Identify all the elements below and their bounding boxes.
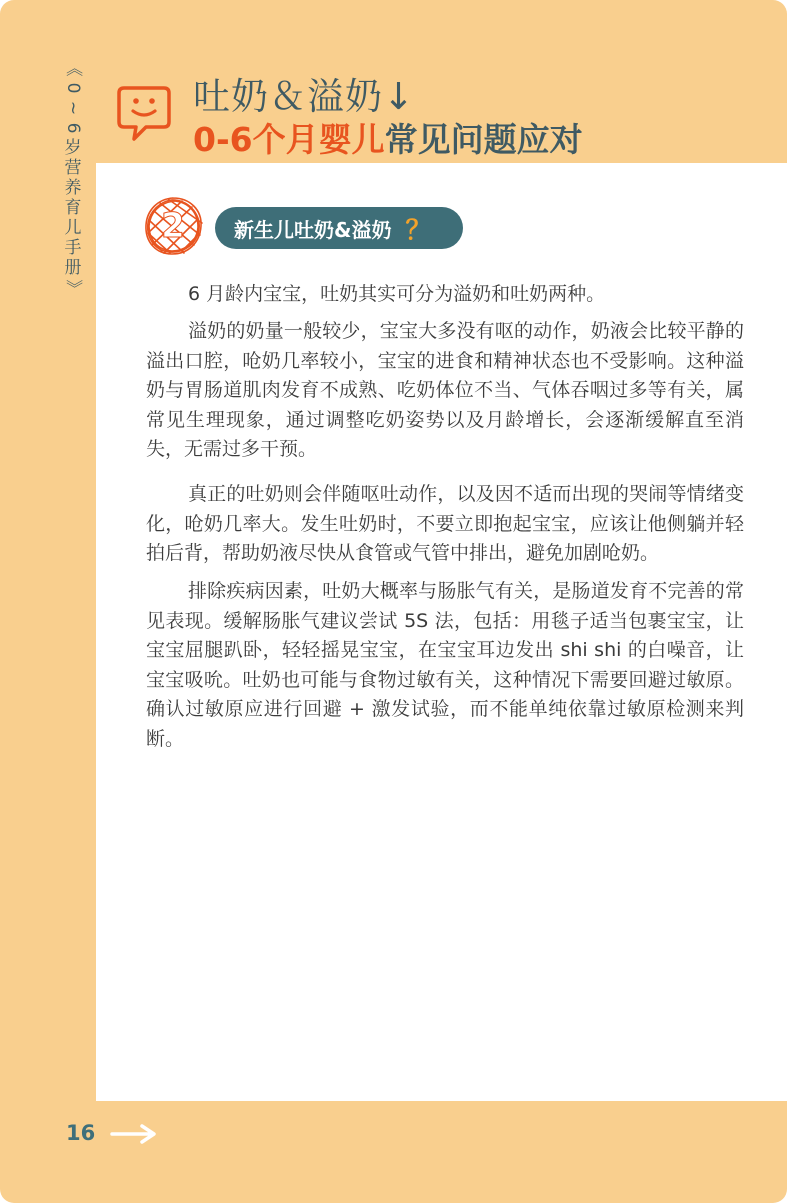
spine-char: 《 — [63, 59, 83, 77]
spine-char: 》 — [63, 279, 83, 297]
paragraph: 真正的吐奶则会伴随呕吐动作，以及因不适而出现的哭闹等情绪变化，呛奶几率大。发生吐奶时，不要立即抱起宝宝，应该让他侧躺并轻拍后背，帮助奶液尽快从食管或气管中排出，避免加剧呛奶。 — [146, 483, 744, 564]
header-subtitle-accent: 0-6个月婴儿 — [193, 120, 385, 159]
spine-char: 营 — [64, 158, 82, 178]
section-title-pill — [215, 207, 463, 249]
spine-char: 册 — [64, 258, 82, 278]
section-number: 2 — [161, 206, 185, 246]
header-subtitle — [193, 114, 583, 161]
spine-char: ~ — [63, 100, 83, 116]
paragraph: 排除疾病因素，吐奶大概率与肠胀气有关，是肠道发育不完善的常见表现。缓解肠胀气建议尝试 5S 法，包括：用毯子适当包裹宝宝，让宝宝屈腿趴卧，轻轻摇晃宝宝，在宝宝耳边发出 shi shi 的白噪音，让宝宝吸吮。吐奶也可能与食物过敏有关，这种情况下需要回避过敏原。确认过敏原应进行回避 + 激发试验，而不能单纯依靠过敏原检测来判断。 — [146, 580, 744, 750]
spine-char: 儿 — [64, 218, 82, 238]
paragraph: 6 月龄内宝宝，吐奶其实可分为溢奶和吐奶两种。 — [188, 283, 606, 305]
page-number: 16 — [66, 1121, 96, 1145]
header-title: 吐奶＆溢奶↓ — [193, 75, 416, 118]
book-title-spine — [60, 58, 86, 298]
question-mark-icon: ？ — [405, 215, 432, 246]
header-subtitle-rest: 常见问题应对 — [384, 120, 583, 159]
chat-smile-icon — [116, 84, 172, 144]
section-title: 新生儿吐奶&溢奶 — [234, 217, 392, 242]
spine-char: 0 — [63, 82, 83, 94]
spine-char: 手 — [64, 238, 82, 258]
spine-char: 岁 — [64, 138, 82, 158]
spine-char: 养 — [64, 178, 82, 198]
spine-char: 育 — [64, 198, 82, 218]
right-arrow-icon — [110, 1123, 158, 1145]
paragraph: 溢奶的奶量一般较少，宝宝大多没有呕的动作，奶液会比较平静的溢出口腔，呛奶几率较小，宝宝的进食和精神状态也不受影响。这种溢奶与胃肠道肌肉发育不成熟、吃奶体位不当、气体吞咽过多等有关，属常见生理现象，通过调整吃奶姿势以及月龄增长，会逐渐缓解直至消失，无需过多干预。 — [146, 320, 744, 460]
spine-char: 6 — [63, 122, 83, 134]
scribble-circle-icon — [140, 193, 206, 259]
